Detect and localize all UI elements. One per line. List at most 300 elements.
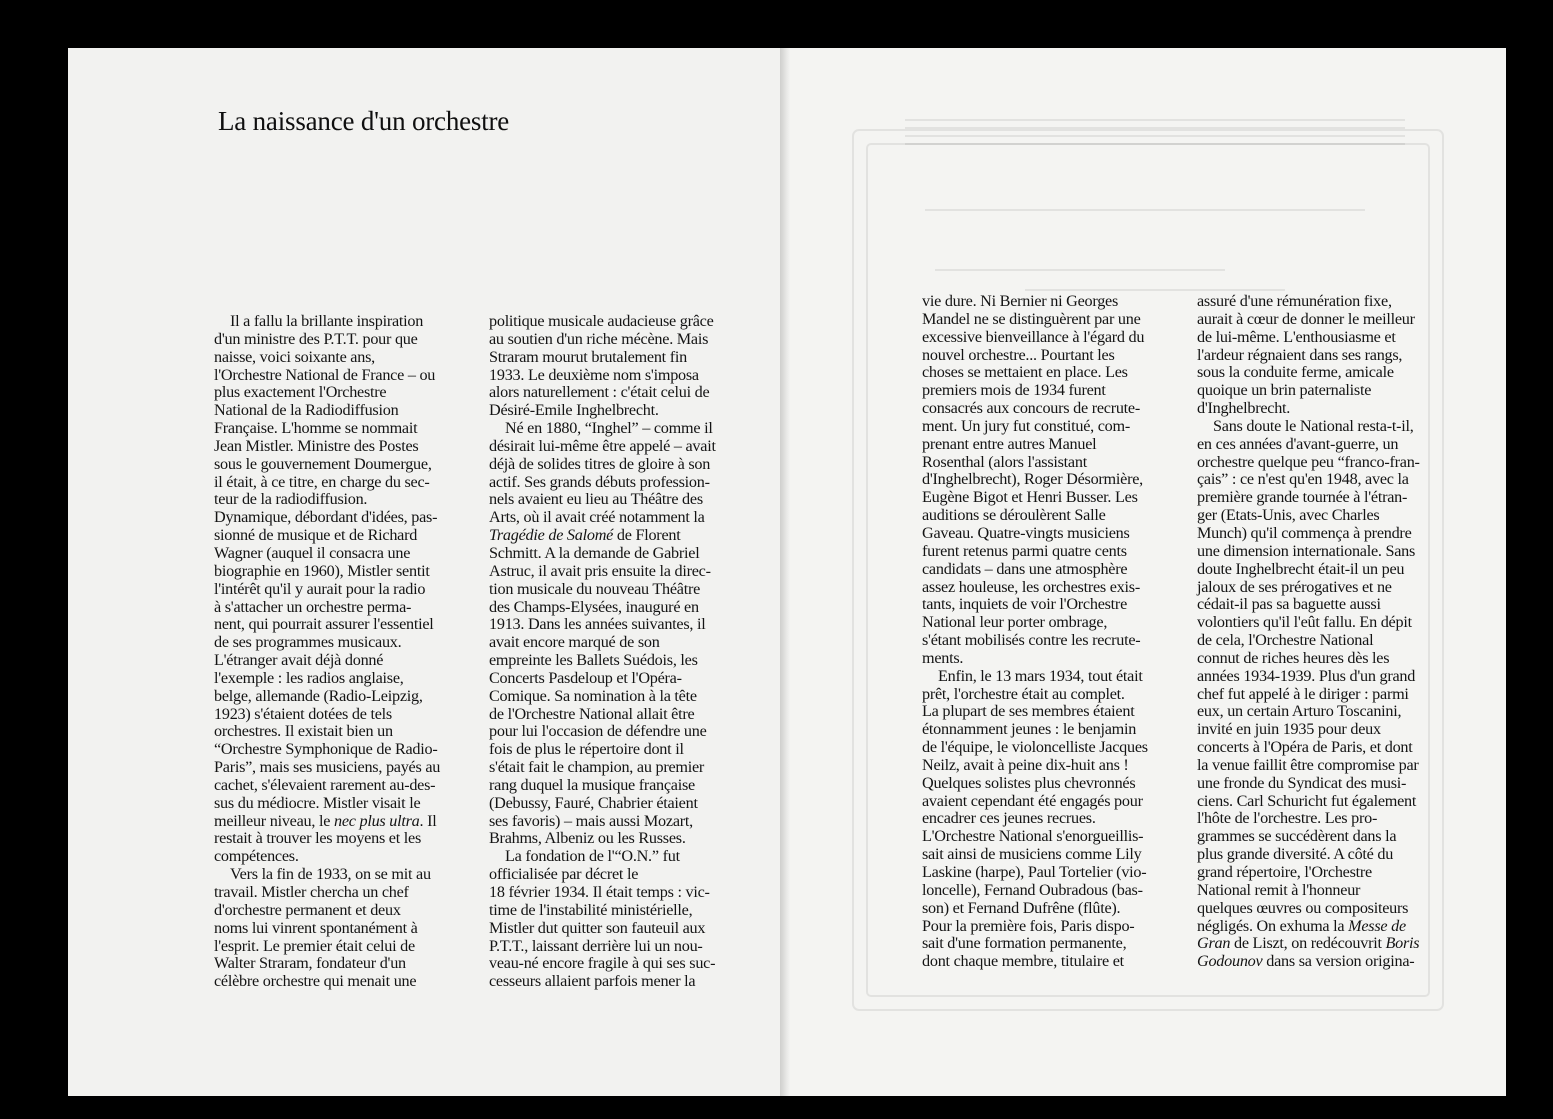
text-run: Mandel ne se distinguèrent par une xyxy=(922,309,1141,328)
text-line xyxy=(214,313,476,331)
text-run: Enfin, le 13 mars 1934, tout était xyxy=(938,666,1143,685)
text-line xyxy=(1197,436,1459,454)
text-run: Dynamique, débordant d'idées, pas- xyxy=(214,508,438,527)
text-line xyxy=(489,349,751,367)
text-run: grammes se succédèrent dans la xyxy=(1197,827,1397,846)
text-run: politique musicale audacieuse grâce xyxy=(489,312,714,330)
text-line xyxy=(214,563,476,581)
text-run: meilleur niveau, le xyxy=(214,811,334,830)
text-line xyxy=(489,866,751,884)
text-run: sait ainsi de musiciens comme Lily xyxy=(922,845,1142,864)
text-run: L'étranger avait déjà donné xyxy=(214,651,384,670)
text-line xyxy=(922,507,1184,525)
text-line xyxy=(922,382,1184,400)
text-run: auditions se déroulèrent Salle xyxy=(922,506,1106,525)
text-run: cesseurs allaient parfois mener la xyxy=(489,972,696,991)
text-line xyxy=(214,616,476,634)
text-line xyxy=(1197,329,1459,347)
text-line xyxy=(922,436,1184,454)
text-line xyxy=(489,830,751,848)
text-line xyxy=(1197,900,1459,918)
text-line xyxy=(922,721,1184,739)
text-line xyxy=(922,703,1184,721)
text-run: nels avaient eu lieu au Théâtre des xyxy=(489,490,703,509)
text-line xyxy=(489,438,751,456)
text-run: Walter Straram, fondateur d'un xyxy=(214,954,406,973)
text-line xyxy=(489,402,751,420)
text-line xyxy=(489,491,751,509)
text-run: empreinte les Ballets Suédois, les xyxy=(489,651,698,670)
text-run: s'était fait le champion, au premier xyxy=(489,758,705,777)
text-line xyxy=(922,739,1184,757)
text-line xyxy=(489,955,751,973)
text-line xyxy=(489,795,751,813)
text-line xyxy=(489,313,751,331)
text-line xyxy=(214,349,476,367)
text-line xyxy=(1197,400,1459,418)
text-line xyxy=(214,938,476,956)
text-line xyxy=(214,384,476,402)
text-line xyxy=(214,741,476,759)
text-run: rang duquel la musique française xyxy=(489,775,695,794)
text-line xyxy=(1197,739,1459,757)
text-run: loncelle), Fernand Oubradous (bas- xyxy=(922,880,1143,899)
text-line xyxy=(489,973,751,991)
text-column-3 xyxy=(922,293,1184,971)
text-run: 1923) s'étaient dotées de tels xyxy=(214,704,392,723)
text-line xyxy=(489,616,751,634)
text-run: assuré d'une rémunération fixe, xyxy=(1197,292,1392,310)
text-run: Désiré-Emile Inghelbrecht. xyxy=(489,401,659,420)
text-line xyxy=(1197,935,1459,953)
text-run: Brahms, Albeniz ou les Russes. xyxy=(489,829,686,848)
text-run: aurait à cœur de donner le meilleur xyxy=(1197,309,1415,328)
text-run: invité en juin 1935 pour deux xyxy=(1197,720,1381,739)
text-run: (Debussy, Fauré, Chabrier étaient xyxy=(489,793,698,812)
text-run: d'Inghelbrecht. xyxy=(1197,399,1291,418)
text-run: au soutien d'un riche mécène. Mais xyxy=(489,329,709,348)
text-run: prêt, l'orchestre était au complet. xyxy=(922,684,1125,703)
text-column-4 xyxy=(1197,293,1459,971)
text-run: l'ardeur régnaient dans ses rangs, xyxy=(1197,345,1403,364)
italic-text: Messe de xyxy=(1348,916,1406,935)
text-line xyxy=(489,848,751,866)
text-run: en ces années d'avant-guerre, un xyxy=(1197,434,1399,453)
text-line xyxy=(489,706,751,724)
text-line xyxy=(922,543,1184,561)
text-run: de Liszt, on redécouvrit xyxy=(1230,934,1386,953)
text-run: Arts, où il avait créé notamment la xyxy=(489,508,705,527)
text-line xyxy=(1197,454,1459,472)
italic-text: Godounov xyxy=(1197,952,1263,971)
text-column-2 xyxy=(489,313,751,991)
text-line xyxy=(1197,828,1459,846)
text-line xyxy=(1197,793,1459,811)
text-line xyxy=(214,509,476,527)
text-line xyxy=(214,866,476,884)
text-run: National remit à l'honneur xyxy=(1197,880,1361,899)
text-line xyxy=(922,953,1184,971)
text-run: grand répertoire, l'Orchestre xyxy=(1197,863,1372,881)
text-run: désirait lui-même être appelé – avait xyxy=(489,436,716,455)
text-column-1 xyxy=(214,313,476,991)
text-run: de cela, l'Orchestre National xyxy=(1197,631,1374,650)
text-run: 18 février 1934. Il était temps : vic- xyxy=(489,883,710,901)
text-run: Comique. Sa nomination à la tête xyxy=(489,686,697,705)
text-line xyxy=(489,456,751,474)
text-run: assez houleuse, les orchestres exis- xyxy=(922,577,1140,596)
text-run: ses favoris) – mais aussi Mozart, xyxy=(489,811,693,830)
text-line xyxy=(214,813,476,831)
text-line xyxy=(214,438,476,456)
text-line xyxy=(214,723,476,741)
text-line xyxy=(489,509,751,527)
text-line xyxy=(214,331,476,349)
text-line xyxy=(1197,364,1459,382)
text-line xyxy=(489,367,751,385)
page-title: La naissance d'un orchestre xyxy=(218,106,510,136)
text-line xyxy=(922,454,1184,472)
text-line xyxy=(1197,489,1459,507)
text-line xyxy=(1197,846,1459,864)
text-run: time de l'instabilité ministérielle, xyxy=(489,900,693,919)
text-line xyxy=(1197,311,1459,329)
text-run: Eugène Bigot et Henri Busser. Les xyxy=(922,488,1138,507)
text-run: première grande tournée à l'étran- xyxy=(1197,488,1408,507)
text-run: Né en 1880, “Inghel” – comme il xyxy=(505,419,713,438)
text-line xyxy=(922,918,1184,936)
text-line xyxy=(922,400,1184,418)
text-run: concerts à l'Opéra de Paris, et dont xyxy=(1197,738,1413,757)
text-line xyxy=(214,599,476,617)
text-line xyxy=(214,456,476,474)
text-run: déjà de solides titres de gloire à son xyxy=(489,454,711,473)
text-run: de lui-même. L'enthousiasme et xyxy=(1197,327,1396,346)
text-line xyxy=(1197,525,1459,543)
text-line xyxy=(214,830,476,848)
text-line xyxy=(922,579,1184,597)
text-line xyxy=(214,848,476,866)
text-run: volontiers qu'il l'eût fallu. En dépit xyxy=(1197,613,1412,632)
text-run: Paris”, mais ses musiciens, payés au xyxy=(214,758,441,777)
text-run: pour lui l'occasion de défendre une xyxy=(489,722,707,741)
text-line xyxy=(1197,507,1459,525)
text-line xyxy=(214,634,476,652)
text-line xyxy=(922,329,1184,347)
text-line xyxy=(922,347,1184,365)
text-run: quelques œuvres ou compositeurs xyxy=(1197,898,1409,917)
text-run: travail. Mistler chercha un chef xyxy=(214,883,409,901)
text-run: de ses programmes musicaux. xyxy=(214,633,402,652)
text-run: il était, à ce titre, en charge du sec- xyxy=(214,472,430,491)
text-line xyxy=(922,614,1184,632)
text-line xyxy=(1197,382,1459,400)
text-line xyxy=(1197,668,1459,686)
text-line xyxy=(1197,543,1459,561)
text-run: veau-né encore fragile à qui ses suc- xyxy=(489,954,716,973)
text-line xyxy=(1197,703,1459,721)
text-line xyxy=(214,902,476,920)
text-run: ger (Etats-Unis, avec Charles xyxy=(1197,506,1380,525)
text-run: 1933. Le deuxième nom s'imposa xyxy=(489,365,699,384)
text-line xyxy=(922,471,1184,489)
text-line xyxy=(922,775,1184,793)
text-run: négligés. On exhuma la xyxy=(1197,916,1349,935)
text-line xyxy=(489,884,751,902)
text-run: Gaveau. Quatre-vingts musiciens xyxy=(922,523,1130,542)
text-run: cachet, s'élevaient rarement au-des- xyxy=(214,775,436,794)
text-run: Schmitt. A la demande de Gabriel xyxy=(489,543,700,562)
text-run: à s'attacher un orchestre perma- xyxy=(214,597,412,616)
text-line xyxy=(1197,953,1459,971)
text-line xyxy=(922,757,1184,775)
text-run: encadrer ces jeunes recrues. xyxy=(922,809,1096,828)
text-run: l'esprit. Le premier était celui de xyxy=(214,936,415,955)
text-run: fois de plus le répertoire dont il xyxy=(489,740,684,759)
text-line xyxy=(1197,650,1459,668)
text-line xyxy=(922,418,1184,436)
text-line xyxy=(922,864,1184,882)
italic-text: Tragédie de Salomé xyxy=(489,526,614,545)
text-run: ment. Un jury fut constitué, com- xyxy=(922,416,1130,435)
text-run: tants, inquiets de voir l'Orchestre xyxy=(922,595,1127,614)
text-run: une dimension internationale. Sans xyxy=(1197,541,1416,560)
text-line xyxy=(489,384,751,402)
text-run: d'orchestre permanent et deux xyxy=(214,900,401,919)
text-run: avaient cependant été engagés pour xyxy=(922,791,1143,810)
italic-text: Gran xyxy=(1197,934,1231,953)
text-line xyxy=(489,527,751,545)
text-run: doute Inghelbrecht était-il un peu xyxy=(1197,559,1405,578)
text-run: P.T.T., laissant derrière lui un nou- xyxy=(489,936,703,955)
text-run: dans sa version origina- xyxy=(1262,952,1415,971)
text-run: des Champs-Elysées, inauguré en xyxy=(489,597,699,616)
text-line xyxy=(922,632,1184,650)
text-line xyxy=(1197,757,1459,775)
text-line xyxy=(922,828,1184,846)
text-run: teur de la radiodiffusion. xyxy=(214,490,368,509)
text-run: une fronde du Syndicat des musi- xyxy=(1197,773,1407,792)
text-line xyxy=(214,795,476,813)
text-run: ciens. Carl Schuricht fut également xyxy=(1197,791,1417,810)
text-line xyxy=(214,402,476,420)
text-line xyxy=(1197,614,1459,632)
text-run: d'un ministre des P.T.T. pour que xyxy=(214,329,418,348)
text-run: Astruc, il avait pris ensuite la direc- xyxy=(489,561,711,580)
text-run: ments. xyxy=(922,648,964,667)
italic-text: Boris xyxy=(1385,934,1420,953)
text-run: cédait-il pas sa baguette aussi xyxy=(1197,595,1381,614)
text-line xyxy=(922,793,1184,811)
text-run: Française. L'homme se nommait xyxy=(214,419,418,438)
text-run: jaloux de ses prérogatives et ne xyxy=(1197,577,1392,596)
text-line xyxy=(1197,418,1459,436)
text-line xyxy=(922,935,1184,953)
text-line xyxy=(214,367,476,385)
text-line xyxy=(489,920,751,938)
text-line xyxy=(489,813,751,831)
text-run: sait d'une formation permanente, xyxy=(922,934,1127,953)
text-line xyxy=(922,810,1184,828)
text-run: sous la conduite ferme, amicale xyxy=(1197,363,1394,382)
text-run: sous le gouvernement Doumergue, xyxy=(214,454,432,473)
text-run: La fondation de l'“O.N.” fut xyxy=(505,847,680,866)
text-line xyxy=(489,331,751,349)
text-line xyxy=(489,902,751,920)
text-line xyxy=(214,491,476,509)
text-line xyxy=(1197,775,1459,793)
text-line xyxy=(922,596,1184,614)
text-line xyxy=(489,599,751,617)
text-line xyxy=(1197,632,1459,650)
text-line xyxy=(214,670,476,688)
text-line xyxy=(214,474,476,492)
text-line xyxy=(922,293,1184,311)
text-run: officialisée par décret le xyxy=(489,865,639,884)
text-run: compétences. xyxy=(214,847,299,866)
text-run: consacrés aux concours de recrute- xyxy=(922,399,1141,418)
text-line xyxy=(922,650,1184,668)
text-run: connut de riches heures dès les xyxy=(1197,648,1390,667)
book-gutter xyxy=(780,48,790,1096)
text-line xyxy=(1197,561,1459,579)
text-run: noms lui vinrent spontanément à xyxy=(214,918,418,937)
text-run: Munch) qu'il commença à prendre xyxy=(1197,523,1412,542)
text-run: Straram mourut brutalement fin xyxy=(489,347,687,366)
text-line xyxy=(214,777,476,795)
text-line xyxy=(489,581,751,599)
text-line xyxy=(1197,596,1459,614)
text-run: La plupart de ses membres étaient xyxy=(922,702,1135,721)
text-line xyxy=(214,545,476,563)
text-line xyxy=(1197,721,1459,739)
text-run: Laskine (harpe), Paul Tortelier (vio- xyxy=(922,863,1147,881)
text-run: candidats – dans une atmosphère xyxy=(922,559,1128,578)
text-line xyxy=(489,563,751,581)
text-run: Rosenthal (alors l'assistant xyxy=(922,452,1087,471)
text-line xyxy=(489,634,751,652)
text-line xyxy=(489,723,751,741)
text-run: Jean Mistler. Ministre des Postes xyxy=(214,436,419,455)
text-run: dont chaque membre, titulaire et xyxy=(922,952,1124,971)
text-run: l'exemple : les radios anglaise, xyxy=(214,668,404,687)
text-run: excessive bienveillance à l'égard du xyxy=(922,327,1145,346)
text-line xyxy=(214,581,476,599)
text-line xyxy=(489,670,751,688)
text-line xyxy=(214,688,476,706)
text-line xyxy=(489,545,751,563)
text-line xyxy=(214,759,476,777)
text-run: l'intérêt qu'il y aurait pour la radio xyxy=(214,579,426,598)
text-line xyxy=(489,688,751,706)
text-run: plus grande diversité. A côté du xyxy=(1197,845,1394,864)
text-line xyxy=(489,652,751,670)
text-run: vie dure. Ni Bernier ni Georges xyxy=(922,292,1119,310)
text-run: naisse, voici soixante ans, xyxy=(214,347,375,366)
text-run: actif. Ses grands débuts profession- xyxy=(489,472,710,491)
text-run: célèbre orchestre qui menait une xyxy=(214,972,417,991)
text-run: . Il xyxy=(419,811,437,830)
text-run: choses se mettaient en place. Les xyxy=(922,363,1128,382)
text-run: restait à trouver les moyens et les xyxy=(214,829,422,848)
text-run: l'Orchestre National de France – ou xyxy=(214,365,436,384)
text-line xyxy=(489,420,751,438)
text-line xyxy=(922,525,1184,543)
text-run: eux, un certain Arturo Toscanini, xyxy=(1197,702,1402,721)
text-run: années 1934-1939. Plus d'un grand xyxy=(1197,666,1416,685)
text-line xyxy=(214,955,476,973)
italic-text: nec plus ultra xyxy=(333,811,420,830)
text-run: de Florent xyxy=(613,526,681,545)
text-run: avait encore marqué de son xyxy=(489,633,660,652)
text-run: plus exactement l'Orchestre xyxy=(214,383,387,402)
text-line xyxy=(922,882,1184,900)
text-line xyxy=(1197,579,1459,597)
text-run: chef fut appelé à le diriger : parmi xyxy=(1197,684,1409,703)
text-run: premiers mois de 1934 furent xyxy=(922,381,1106,400)
text-run: quoique un brin paternaliste xyxy=(1197,381,1372,400)
text-run: furent retenus parmi quatre cents xyxy=(922,541,1127,560)
text-run: Quelques solistes plus chevronnés xyxy=(922,773,1136,792)
text-run: de l'Orchestre National allait être xyxy=(489,704,695,723)
text-run: Concerts Pasdeloup et l'Opéra- xyxy=(489,668,682,687)
text-line xyxy=(922,846,1184,864)
text-line xyxy=(1197,810,1459,828)
text-line xyxy=(214,920,476,938)
text-line xyxy=(214,527,476,545)
text-run: prenant entre autres Manuel xyxy=(922,434,1097,453)
text-line xyxy=(214,420,476,438)
text-run: la venue faillit être compromise par xyxy=(1197,755,1419,774)
text-line xyxy=(1197,686,1459,704)
text-line xyxy=(214,652,476,670)
text-line xyxy=(214,884,476,902)
text-run: L'Orchestre National s'enorgueillis- xyxy=(922,827,1144,846)
text-run: National leur porter ombrage, xyxy=(922,613,1108,632)
text-line xyxy=(922,311,1184,329)
text-run: alors naturellement : c'était celui de xyxy=(489,383,710,402)
text-run: Neilz, avait à peine dix-huit ans ! xyxy=(922,755,1129,774)
text-line xyxy=(922,686,1184,704)
text-run: belge, allemande (Radio-Leipzig, xyxy=(214,686,423,705)
text-line xyxy=(1197,882,1459,900)
text-line xyxy=(489,741,751,759)
text-line xyxy=(922,668,1184,686)
text-line xyxy=(922,900,1184,918)
text-line xyxy=(922,561,1184,579)
text-run: tion musicale du nouveau Théâtre xyxy=(489,579,701,598)
text-run: biographie en 1960), Mistler sentit xyxy=(214,561,430,580)
text-run: “Orchestre Symphonique de Radio- xyxy=(214,740,438,759)
text-run: Mistler dut quitter son fauteuil aux xyxy=(489,918,706,937)
text-line xyxy=(1197,471,1459,489)
text-line xyxy=(489,938,751,956)
text-line xyxy=(1197,347,1459,365)
text-run: sionné de musique et de Richard xyxy=(214,526,418,545)
text-run: nouvel orchestre... Pourtant les xyxy=(922,345,1115,364)
text-run: orchestre quelque peu “franco-fran- xyxy=(1197,452,1420,471)
text-line xyxy=(489,474,751,492)
text-run: d'Inghelbrecht), Roger Désormière, xyxy=(922,470,1143,489)
text-run: Vers la fin de 1933, on se mit au xyxy=(230,865,431,884)
text-run: çais” : ce n'est qu'en 1948, avec la xyxy=(1197,470,1409,489)
text-line xyxy=(1197,864,1459,882)
text-line xyxy=(489,759,751,777)
text-run: l'hôte de l'orchestre. Les pro- xyxy=(1197,809,1378,828)
text-run: nent, qui pourrait assurer l'essentiel xyxy=(214,615,434,634)
text-run: son) et Fernand Dufrêne (flûte). xyxy=(922,898,1121,917)
text-line xyxy=(1197,293,1459,311)
